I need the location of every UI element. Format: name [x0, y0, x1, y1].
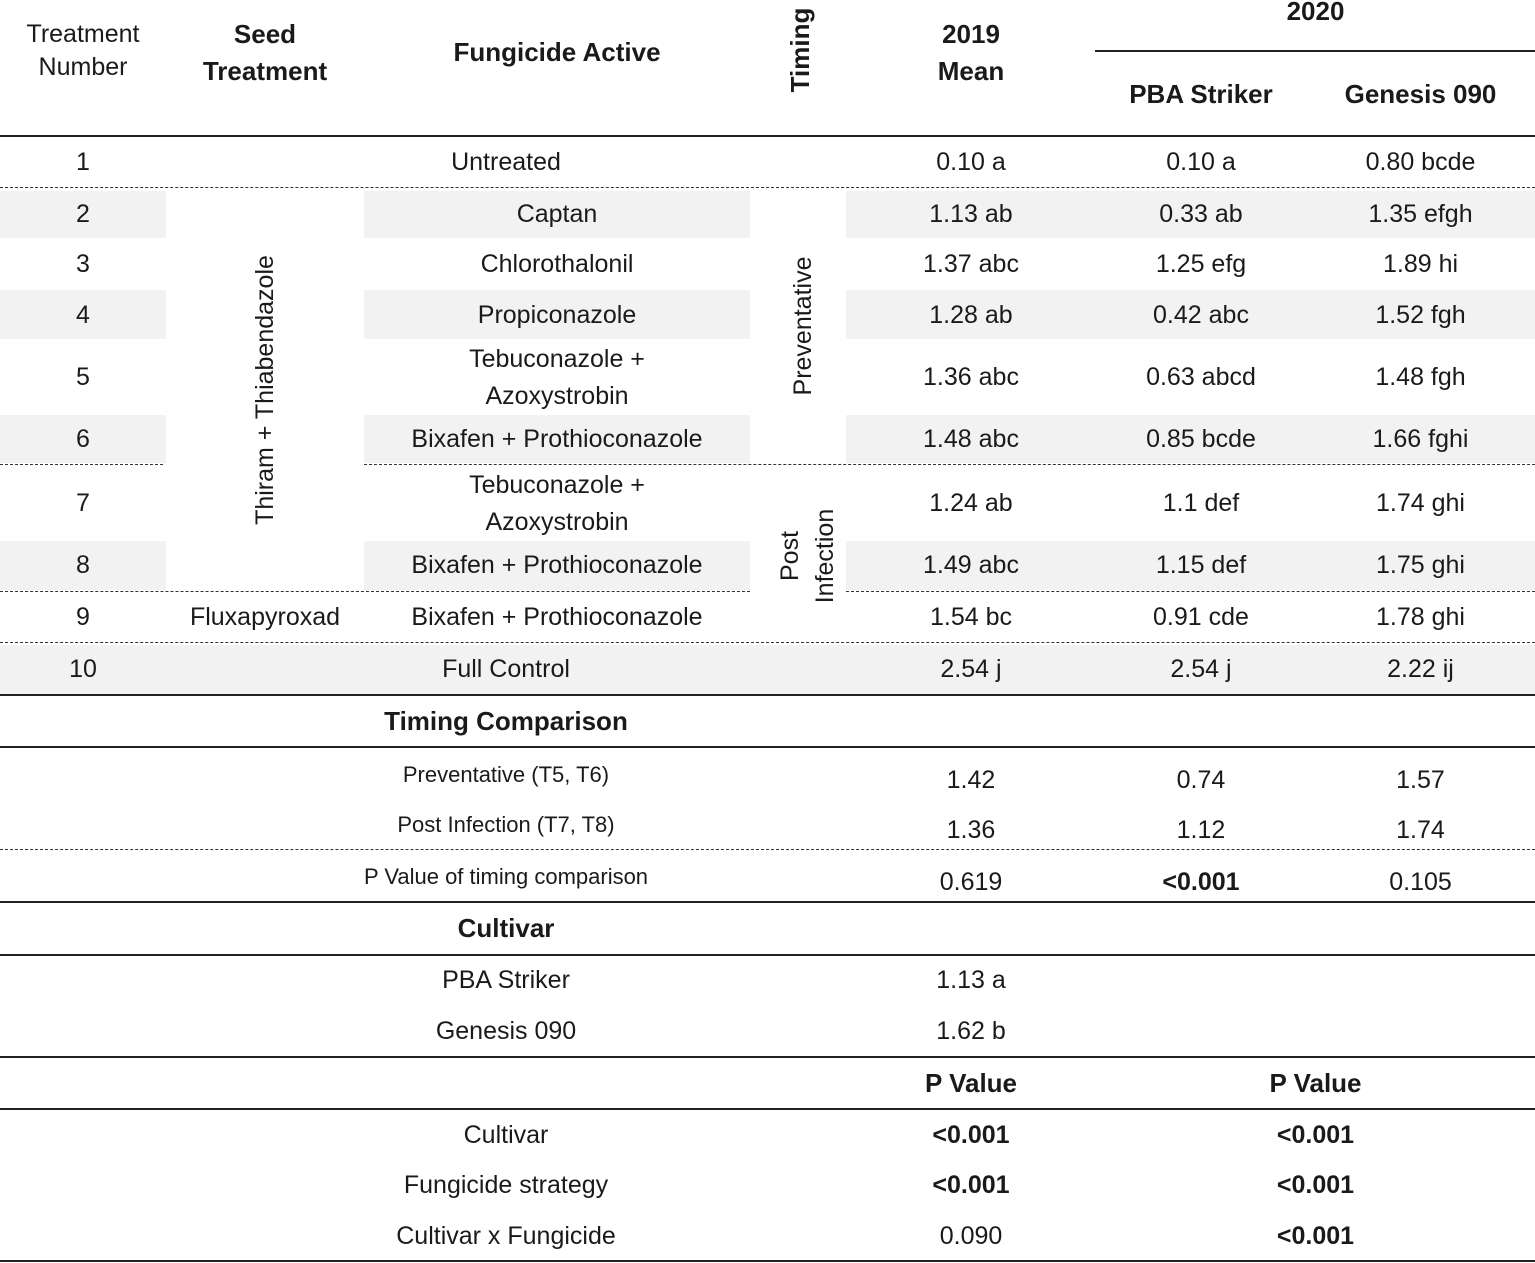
- timing-comparison-title: Timing Comparison: [384, 706, 628, 736]
- cell-2019-mean: 0.10 a: [936, 148, 1006, 176]
- cell-fungicide: Bixafen + Prothioconazole: [411, 425, 703, 453]
- row-divider: [0, 464, 163, 465]
- cultivar-label: Genesis 090: [435, 1017, 577, 1045]
- timing-p-pba-striker: <0.001: [1162, 868, 1240, 896]
- cell-genesis-090: 1.78 ghi: [1376, 603, 1465, 631]
- p-value-2019: <0.001: [932, 1171, 1010, 1199]
- timing-p-value-label: P Value of timing comparison: [363, 864, 649, 889]
- p-value-label: Fungicide strategy: [403, 1171, 609, 1199]
- p-value-2020: <0.001: [1276, 1121, 1355, 1149]
- cell-2019-mean: 1.13 ab: [929, 200, 1013, 228]
- p-value-header-2019: P Value: [924, 1068, 1018, 1098]
- header-pba-striker: PBA Striker: [1129, 79, 1273, 109]
- cell-2019-mean: 1.36 abc: [923, 363, 1019, 391]
- cultivar-label: PBA Striker: [442, 966, 570, 994]
- p-value-header-2020: P Value: [1269, 1068, 1362, 1098]
- cell-2019-mean: 1.48 abc: [923, 425, 1019, 453]
- cell-fungicide-line1: Tebuconazole +: [469, 345, 645, 373]
- timing-post-line1: Post: [776, 530, 804, 582]
- cell-fungicide: Full Control: [442, 655, 570, 683]
- cell-fungicide: Propiconazole: [477, 301, 637, 329]
- cell-treatment-number: 1: [76, 148, 90, 176]
- cell-pba-striker: 0.85 bcde: [1146, 425, 1256, 453]
- header-bottom-rule: [0, 135, 1535, 137]
- cell-2019-mean: 1.37 abc: [923, 250, 1019, 278]
- cell-fungicide: Bixafen + Prothioconazole: [411, 551, 703, 579]
- seed-group-thiram-thiabendazole: Thiram + Thiabendazole: [251, 255, 279, 525]
- cell-genesis-090: 1.52 fgh: [1375, 301, 1466, 329]
- p-value-2020: <0.001: [1276, 1171, 1355, 1199]
- cell-genesis-090: 1.35 efgh: [1368, 200, 1473, 228]
- cell-genesis-090: 1.66 fghi: [1372, 425, 1469, 453]
- cell-genesis-090: 1.89 hi: [1382, 250, 1459, 278]
- header-seed-line2: Treatment: [202, 56, 328, 86]
- header-treatment-line2: Number: [38, 53, 128, 81]
- p-value-2019: 0.090: [939, 1222, 1003, 1250]
- cell-genesis-090: 1.75 ghi: [1376, 551, 1465, 579]
- header-seed-line1: Seed: [233, 19, 297, 49]
- section-rule: [0, 746, 1535, 748]
- p-value-2019: <0.001: [932, 1121, 1010, 1149]
- cell-pba-striker: 0.42 abc: [1153, 301, 1249, 329]
- header-2019-line2: Mean: [937, 56, 1005, 86]
- timing-group-post-infection: [773, 491, 843, 621]
- cell-fungicide: Bixafen + Prothioconazole: [411, 603, 703, 631]
- row-divider: [0, 642, 1535, 643]
- cell-seed-treatment: Fluxapyroxad: [189, 603, 341, 631]
- cell-pba-striker: 1.15 def: [1155, 551, 1247, 579]
- cultivar-title: Cultivar: [457, 913, 555, 943]
- cell-pba-striker: 0.63 abcd: [1146, 363, 1256, 391]
- row-divider: [0, 187, 1535, 188]
- cell-genesis-090: 2.22 ij: [1387, 655, 1454, 683]
- cell-treatment-number: 9: [76, 603, 90, 631]
- cell-genesis-090: 1.74 ghi: [1376, 489, 1465, 517]
- p-value-label: Cultivar x Fungicide: [396, 1222, 616, 1250]
- cell-fungicide-line2: Azoxystrobin: [485, 382, 629, 410]
- timing-post-line2: Infection: [811, 508, 839, 604]
- section-rule: [0, 1108, 1535, 1110]
- cell-pba-striker: 2.54 j: [1170, 655, 1232, 683]
- cell-genesis-090: 0.80 bcde: [1365, 148, 1476, 176]
- cell-fungicide-line2: Azoxystrobin: [485, 508, 629, 536]
- cell-pba-striker: 0.91 cde: [1153, 603, 1249, 631]
- row-divider: [846, 591, 1535, 592]
- section-rule: [0, 694, 1535, 696]
- cell-treatment-number: 8: [76, 551, 90, 579]
- cell-fungicide: Chlorothalonil: [480, 250, 634, 278]
- header-timing: Timing: [785, 7, 815, 93]
- cell-fungicide: [364, 467, 750, 541]
- header-seed-treatment: [166, 16, 364, 90]
- section-rule: [0, 901, 1535, 903]
- cell-treatment-number: 5: [76, 363, 90, 391]
- header-treatment-line1: Treatment: [26, 20, 140, 48]
- timing-label: Post Infection (T7, T8): [397, 812, 615, 837]
- cultivar-2019: 1.62 b: [936, 1017, 1006, 1045]
- timing-2019: 1.36: [946, 816, 996, 844]
- section-rule: [0, 954, 1535, 956]
- timing-p-2019: 0.619: [939, 868, 1003, 896]
- cell-2019-mean: 1.49 abc: [923, 551, 1019, 579]
- cell-treatment-number: 2: [76, 200, 90, 228]
- cell-pba-striker: 0.10 a: [1166, 148, 1236, 176]
- row-divider: [364, 464, 1535, 465]
- cell-fungicide-line1: Tebuconazole +: [469, 471, 645, 499]
- header-genesis-090: Genesis 090: [1344, 79, 1497, 109]
- cell-treatment-number: 3: [76, 250, 90, 278]
- cell-2019-mean: 1.28 ab: [929, 301, 1013, 329]
- cell-pba-striker: 1.1 def: [1162, 489, 1240, 517]
- cell-2019-mean: 1.54 bc: [929, 603, 1012, 631]
- section-rule: [0, 1056, 1535, 1058]
- timing-p-genesis-090: 0.105: [1389, 868, 1452, 896]
- header-2019-line1: 2019: [942, 19, 1000, 49]
- p-value-label: Cultivar: [463, 1121, 549, 1149]
- timing-genesis-090: 1.74: [1396, 816, 1445, 844]
- cell-2019-mean: 1.24 ab: [929, 489, 1013, 517]
- p-value-2020: <0.001: [1276, 1222, 1355, 1250]
- cell-2019-mean: 2.54 j: [940, 655, 1002, 683]
- header-2020-rule: [1095, 50, 1535, 52]
- cell-treatment-number: 7: [76, 489, 90, 517]
- timing-pba-striker: 1.12: [1176, 816, 1226, 844]
- header-2020: 2020: [1286, 0, 1345, 26]
- cell-fungicide: Captan: [516, 200, 598, 228]
- timing-label: Preventative (T5, T6): [402, 762, 610, 787]
- cell-pba-striker: 0.33 ab: [1159, 200, 1243, 228]
- timing-2019: 1.42: [946, 766, 996, 794]
- header-fungicide-active: Fungicide Active: [453, 37, 661, 67]
- table-bottom-rule: [0, 1260, 1535, 1262]
- timing-genesis-090: 1.57: [1396, 766, 1445, 794]
- timing-group-preventative: Preventative: [789, 256, 817, 396]
- row-divider: [0, 591, 750, 592]
- header-treatment-number: [0, 18, 166, 84]
- cultivar-2019: 1.13 a: [936, 966, 1006, 994]
- cell-pba-striker: 1.25 efg: [1155, 250, 1247, 278]
- cell-treatment-number: 6: [76, 425, 90, 453]
- cell-fungicide: Untreated: [451, 148, 561, 176]
- cell-genesis-090: 1.48 fgh: [1375, 363, 1466, 391]
- cell-treatment-number: 10: [69, 655, 97, 683]
- cell-fungicide: [364, 341, 750, 415]
- cell-treatment-number: 4: [76, 301, 90, 329]
- header-2019-mean: [846, 16, 1096, 90]
- row-divider: [0, 849, 1535, 850]
- timing-pba-striker: 0.74: [1176, 766, 1226, 794]
